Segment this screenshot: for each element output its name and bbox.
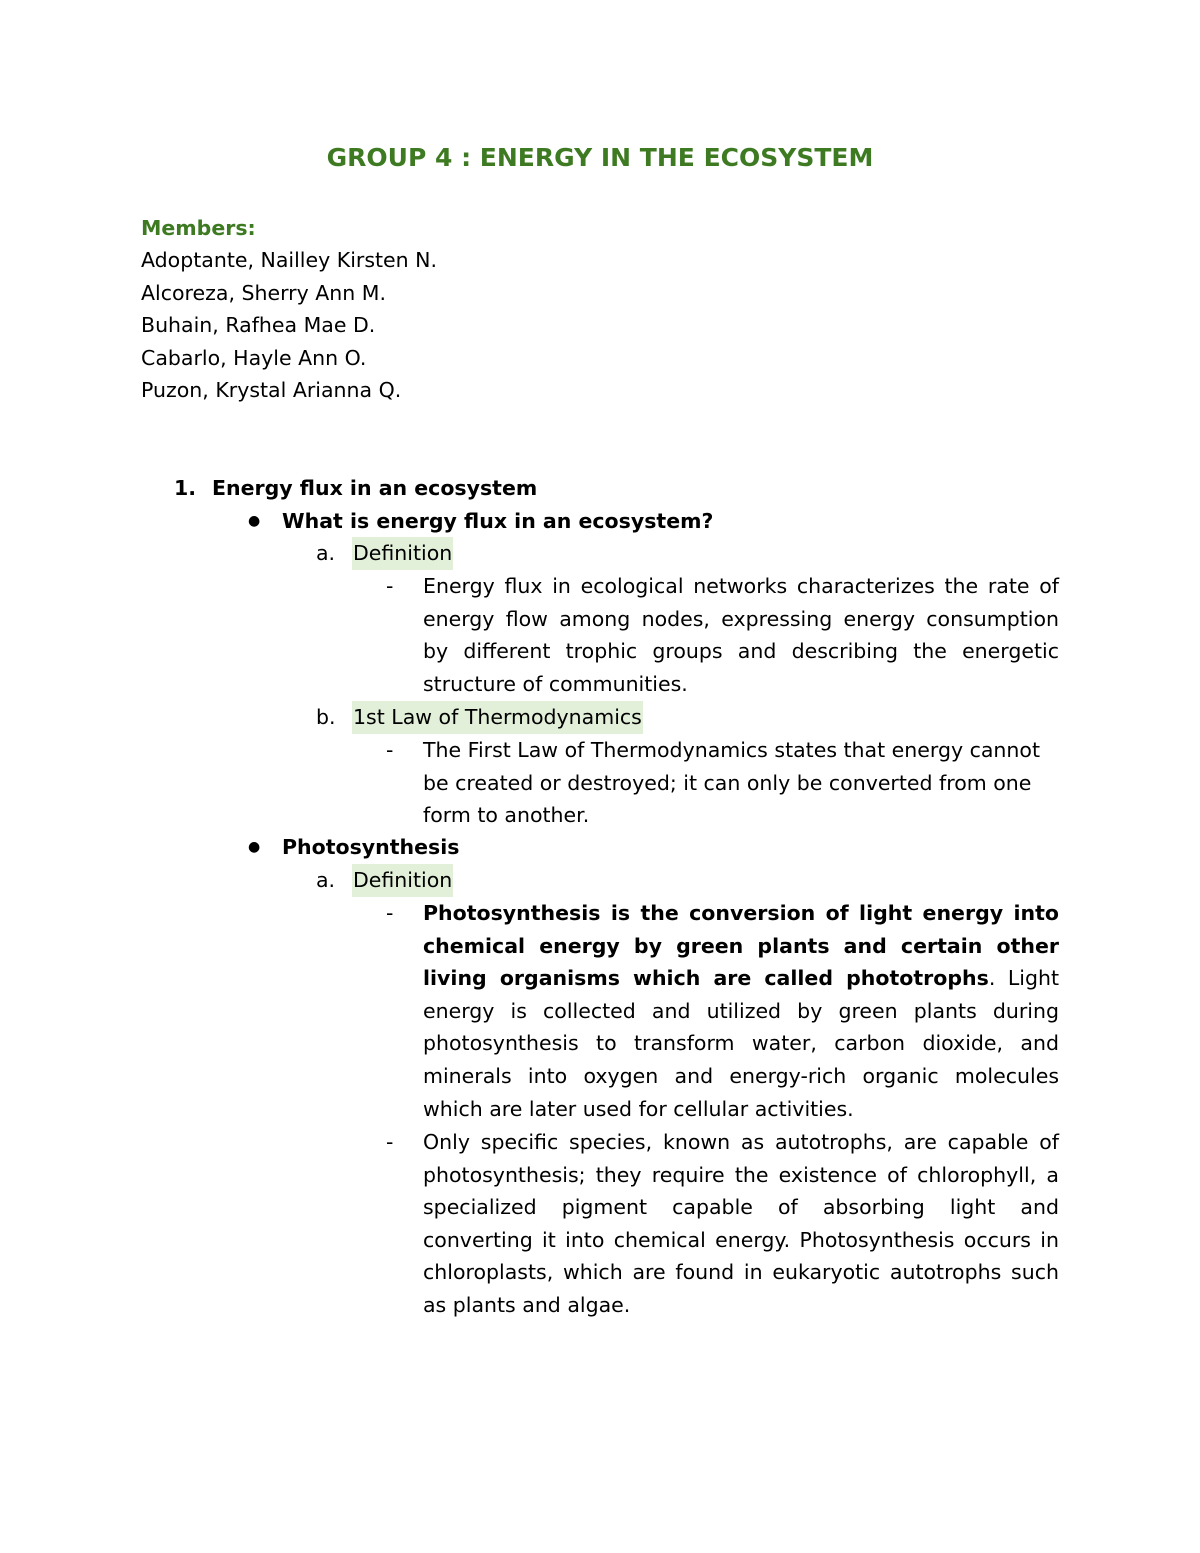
dash-icon: - — [386, 574, 394, 598]
topic-heading: What is energy flux in an ecosystem? — [282, 509, 714, 533]
item-label-highlighted: Definition — [352, 864, 453, 897]
dash-icon: - — [386, 1130, 394, 1154]
bullet-icon: ● — [248, 513, 261, 529]
paragraph — [423, 897, 1059, 1125]
section-heading: Energy flux in an ecosystem — [212, 476, 538, 500]
paragraph-text: . Light energy is collected and utilized by green plants during photosynthesis to transform water, carbon dioxide, and minerals into oxygen and energy-rich organic molecules which are later used for cellular activities. — [423, 966, 1059, 1121]
list-item: Adoptante, Nailley Kirsten N. — [141, 248, 438, 272]
paragraph: Energy flux in ecological networks characterizes the rate of energy flow among nodes, expressing energy consumption by different trophic groups and describing the energetic structure of communities. — [423, 574, 1059, 696]
list-item: Puzon, Krystal Arianna Q. — [141, 378, 402, 403]
members-list — [141, 244, 437, 407]
paragraph: Only specific species, known as autotrophs, are capable of photosynthesis; they require the existence of chlorophyll, a specialized pigment capable of absorbing light and converting it into chemical energy. Photosynthesis occurs in chloroplasts, which are found in eukaryotic autotrophs such as plants and algae. — [423, 1130, 1059, 1317]
list-item: Alcoreza, Sherry Ann M. — [141, 280, 386, 305]
item-label-highlighted: 1st Law of Thermodynamics — [352, 701, 643, 734]
list-item: Buhain, Rafhea Mae D. — [141, 313, 376, 338]
bold-text: Photosynthesis is the conversion of light energy into chemical energy by green plants and certain other living organisms which are called phototrophs — [423, 901, 1059, 991]
section-number: 1. — [174, 476, 197, 500]
item-letter: a. — [316, 541, 336, 565]
list-item: Cabarlo, Hayle Ann O. — [141, 345, 367, 370]
item-letter: b. — [316, 705, 336, 729]
dash-icon: - — [386, 738, 394, 762]
members-label: Members: — [141, 216, 256, 240]
item-letter: a. — [316, 868, 336, 892]
item-label-highlighted: Definition — [352, 537, 453, 570]
bullet-icon: ● — [248, 839, 261, 855]
page-title: GROUP 4 : ENERGY IN THE ECOSYSTEM — [326, 143, 874, 172]
topic-heading: Photosynthesis — [282, 835, 460, 859]
paragraph: The First Law of Thermodynamics states that energy cannot be created or destroyed; it can only be converted from one form to another. — [423, 738, 1041, 828]
dash-icon: - — [386, 901, 394, 925]
